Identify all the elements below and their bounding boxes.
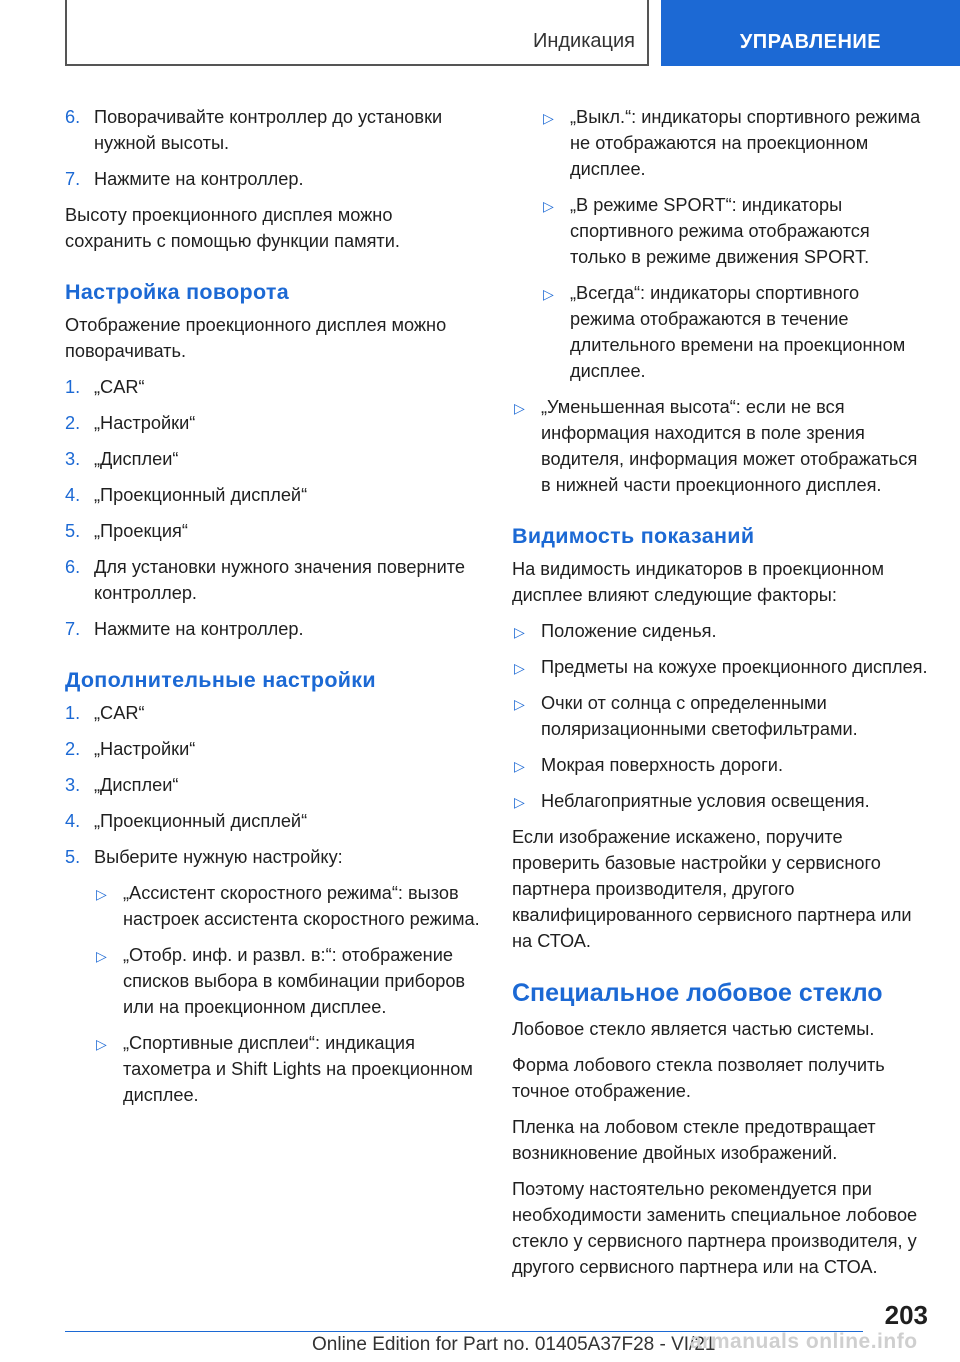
- step-text: Выберите нужную настройку:: [94, 847, 343, 867]
- windshield-paragraph: Поэтому настоятельно рекомендуется при необходимости заменить специальное лобовое стекло у сервисного партнера производителя, у другого сервисного партнера или на СТОА.: [512, 1179, 918, 1277]
- step-number: 5.: [65, 521, 81, 541]
- factor-text: Очки от солнца с определенными поляризационными светофильтрами.: [541, 693, 858, 739]
- footer-edition: Online Edition for Part no. 01405A37F28 - VI/21: [312, 1334, 716, 1355]
- option-text: „Выкл.“: индикаторы спортивного режима не отображаются на проекционном дисплее.: [570, 107, 921, 179]
- visibility-intro: На видимость индикаторов в проекционном дисплее влияют следующие факторы:: [512, 559, 884, 605]
- list-item: [65, 616, 481, 642]
- height-memory-note: Высоту проекционного дисплея можно сохранить с помощью функции памяти.: [65, 205, 400, 251]
- list-item: [65, 482, 481, 508]
- factor-text: Положение сиденья.: [541, 621, 717, 641]
- step-text: Нажмите на контроллер.: [94, 169, 304, 189]
- step-number: 1.: [65, 703, 81, 723]
- step-text: „Настройки“: [94, 739, 196, 759]
- step-text: Для установки нужного значения поверните контроллер.: [94, 557, 466, 603]
- option-text: „Ассистент скоростного режима“: вызов настроек ассистента скоростного режима.: [123, 883, 480, 929]
- step-number: 6.: [65, 107, 81, 127]
- option-text: „Спортивные дисплеи“: индикация тахометра и Shift Lights на проекционном дисплее.: [123, 1033, 473, 1105]
- list-item: [512, 690, 928, 742]
- triangle-right-icon: ▷: [543, 110, 554, 126]
- header-chapter-tab: [661, 0, 960, 66]
- section-title-visibility: Видимость показаний: [512, 524, 755, 548]
- triangle-right-icon: ▷: [96, 1036, 107, 1052]
- step-number: 4.: [65, 485, 81, 505]
- step-number: 5.: [65, 847, 81, 867]
- option-text: „В режиме SPORT“: индикаторы спортивного режима отображаются только в режиме движения SPORT.: [570, 195, 870, 267]
- factor-text: Мокрая поверхность дороги.: [541, 755, 784, 775]
- step-number: 2.: [65, 413, 81, 433]
- list-item: [541, 192, 928, 270]
- step-number: 3.: [65, 775, 81, 795]
- step-text: „CAR“: [94, 703, 145, 723]
- section-title-rotation: Настройка поворота: [65, 280, 289, 304]
- list-item: [65, 104, 481, 156]
- distortion-note: Если изображение искажено, поручите проверить базовые настройки у сервисного партнера производителя, другого квалифицированного сервисного партнера или на СТОА.: [512, 827, 912, 951]
- page-number: 203: [884, 1300, 928, 1330]
- list-item: [65, 446, 481, 472]
- right-column: [512, 104, 928, 1290]
- triangle-right-icon: ▷: [514, 696, 525, 712]
- step-number: 2.: [65, 739, 81, 759]
- list-item: [65, 554, 481, 606]
- list-item: [94, 1030, 481, 1108]
- factor-text: Предметы на кожухе проекционного дисплея.: [541, 657, 928, 677]
- triangle-right-icon: ▷: [96, 948, 107, 964]
- list-item: [94, 942, 481, 1020]
- header-section-tab: [65, 0, 649, 66]
- triangle-right-icon: ▷: [514, 660, 525, 676]
- list-item: [65, 700, 481, 726]
- list-item: [512, 788, 928, 814]
- list-item: [65, 166, 481, 192]
- triangle-right-icon: ▷: [543, 198, 554, 214]
- list-item: [65, 374, 481, 400]
- list-item: [512, 618, 928, 644]
- step-number: 7.: [65, 169, 81, 189]
- list-item: [65, 410, 481, 436]
- rotation-intro: Отображение проекционного дисплея можно поворачивать.: [65, 315, 447, 361]
- triangle-right-icon: ▷: [543, 286, 554, 302]
- left-column: [65, 104, 481, 1118]
- step-text: Нажмите на контроллер.: [94, 619, 304, 639]
- step-number: 3.: [65, 449, 81, 469]
- windshield-paragraph: Пленка на лобовом стекле предотвращает возникновение двойных изображений.: [512, 1117, 876, 1163]
- step-text: „Проекционный дисплей“: [94, 811, 308, 831]
- triangle-right-icon: ▷: [514, 624, 525, 640]
- list-item: [541, 104, 928, 182]
- triangle-right-icon: ▷: [514, 758, 525, 774]
- triangle-right-icon: ▷: [96, 886, 107, 902]
- list-item: [65, 518, 481, 544]
- factor-text: Неблагоприятные условия освещения.: [541, 791, 870, 811]
- step-text: Поворачивайте контроллер до установки нужной высоты.: [94, 107, 443, 153]
- step-text: „CAR“: [94, 377, 145, 397]
- option-text: „Отобр. инф. и развл. в:“: отображение списков выбора в комбинации приборов или на проекционном дисплее.: [123, 945, 466, 1017]
- triangle-right-icon: ▷: [514, 400, 525, 416]
- step-text: „Дисплеи“: [94, 775, 179, 795]
- list-item: [65, 808, 481, 834]
- step-text: „Проекция“: [94, 521, 188, 541]
- section-title-windshield: Специальное лобовое стекло: [512, 979, 883, 1007]
- header-chapter-title: УПРАВЛЕНИЕ: [739, 31, 882, 53]
- list-item: [541, 280, 928, 384]
- list-item: [512, 394, 928, 498]
- list-item: [65, 844, 481, 870]
- option-text: „Уменьшенная высота“: если не вся информация находится в поле зрения водителя, информация может отображаться в нижней части проекционного дисплея.: [541, 397, 918, 495]
- list-item: [512, 654, 928, 680]
- step-text: „Дисплеи“: [94, 449, 179, 469]
- watermark: armanuals online.info: [690, 1330, 918, 1353]
- list-item: [512, 752, 928, 778]
- step-text: „Настройки“: [94, 413, 196, 433]
- step-number: 1.: [65, 377, 81, 397]
- windshield-paragraph: Форма лобового стекла позволяет получить точное отображение.: [512, 1055, 885, 1101]
- list-item: [65, 772, 481, 798]
- step-text: „Проекционный дисплей“: [94, 485, 308, 505]
- step-number: 7.: [65, 619, 81, 639]
- section-title-extra: Дополнительные настройки: [65, 668, 376, 692]
- option-text: „Всегда“: индикаторы спортивного режима отображаются в течение длительного времени на проекционном дисплее.: [570, 283, 906, 381]
- list-item: [65, 736, 481, 762]
- windshield-paragraph: Лобовое стекло является частью системы.: [512, 1019, 875, 1039]
- triangle-right-icon: ▷: [514, 794, 525, 810]
- step-number: 4.: [65, 811, 81, 831]
- header-section-title: Индикация: [532, 30, 635, 52]
- step-number: 6.: [65, 557, 81, 577]
- list-item: [94, 880, 481, 932]
